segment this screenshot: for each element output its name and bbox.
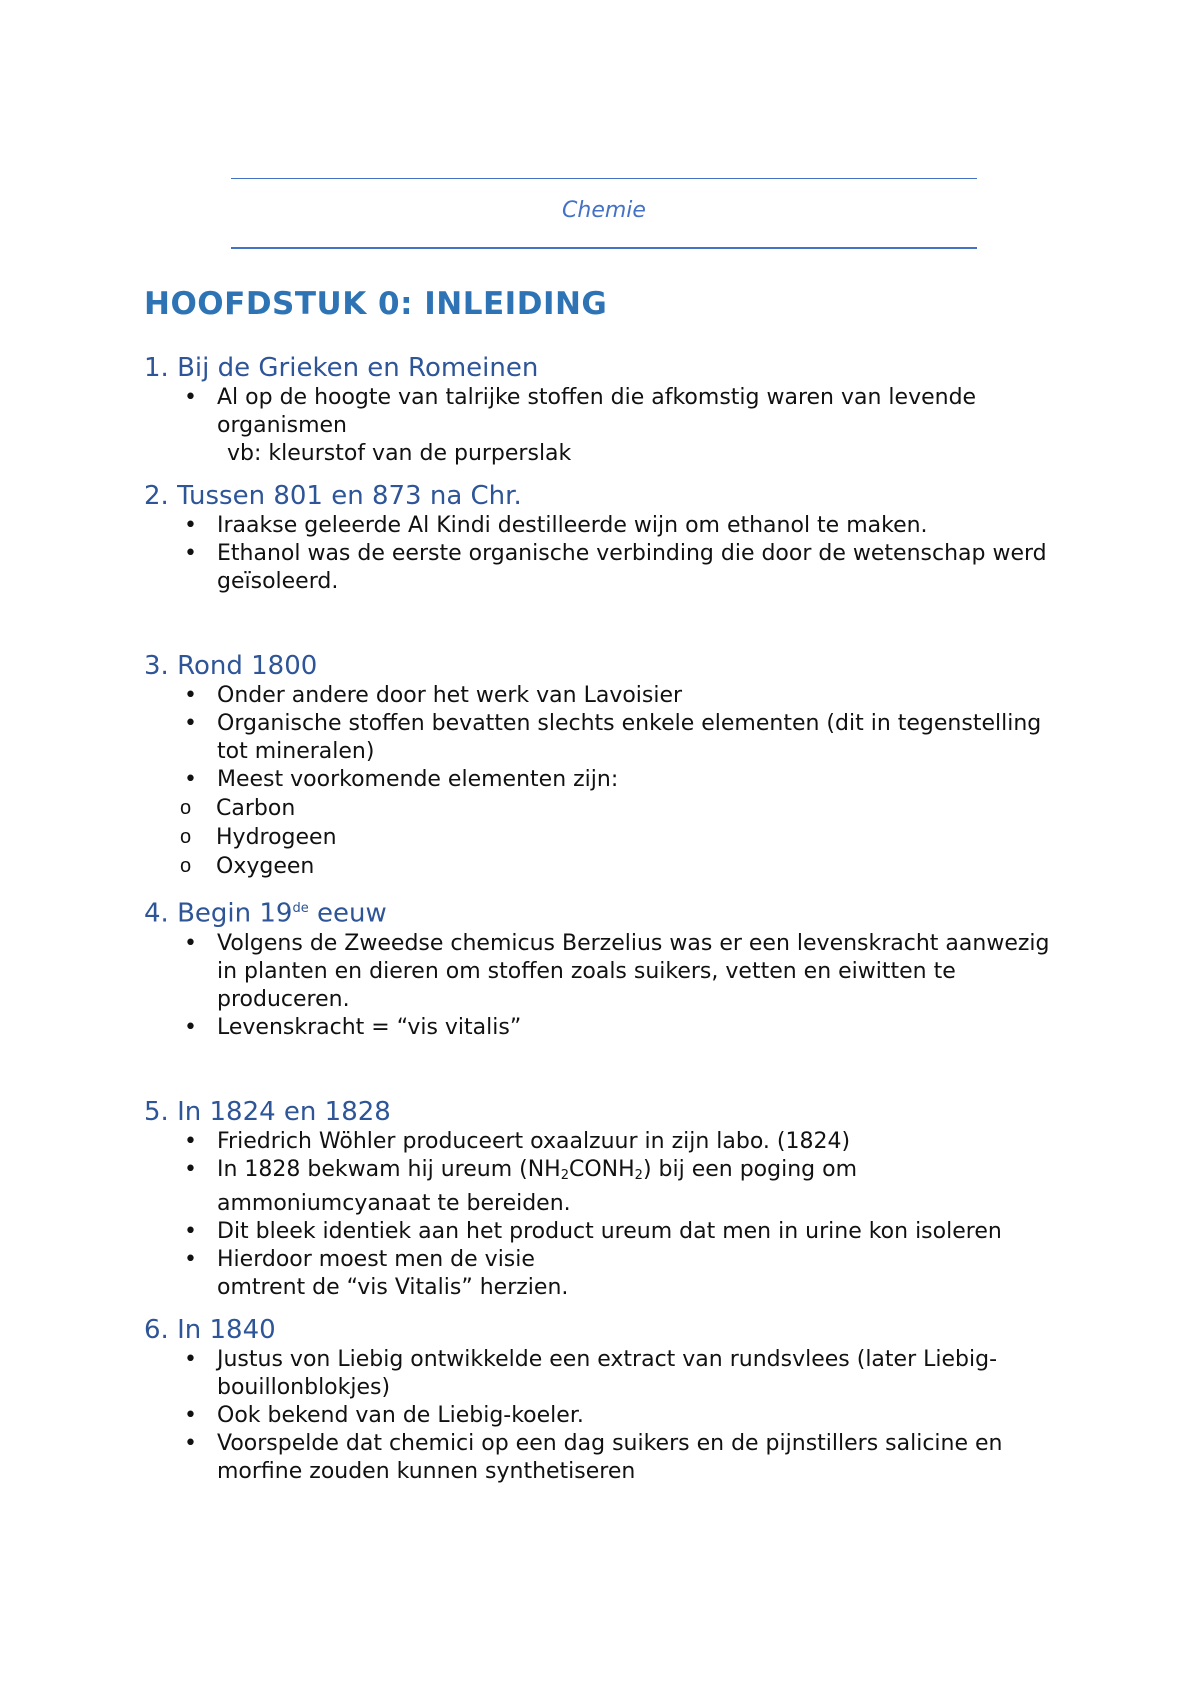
bullet-list bbox=[144, 512, 1074, 596]
bullet-item: • Organische stoffen bevatten slechts enkele elementen (dit in tegenstelling tot mineralen) bbox=[144, 710, 1074, 766]
bullet-item: • Iraakse geleerde Al Kindi destilleerde wijn om ethanol te maken. bbox=[144, 512, 1074, 540]
section-6 bbox=[144, 1314, 1074, 1486]
urea-text-pre: In 1828 bekwam hij ureum (NH bbox=[217, 1156, 561, 1182]
chapter-title: HOOFDSTUK 0: INLEIDING bbox=[144, 286, 608, 322]
bullet-list bbox=[144, 930, 1074, 1042]
section-heading bbox=[144, 893, 1074, 930]
sub-item-carbon: o Carbon bbox=[144, 794, 1074, 823]
urea-text-mid: CONH bbox=[568, 1156, 635, 1182]
header-top-rule bbox=[231, 178, 977, 179]
bullet-item-urea bbox=[144, 1156, 1074, 1218]
bullet-item: • Friedrich Wöhler produceert oxaalzuur in zijn labo. (1824) bbox=[144, 1128, 1074, 1156]
bullet-item: • Justus von Liebig ontwikkelde een extract van rundsvlees (later Liebig-bouillonblokjes) bbox=[144, 1346, 1074, 1402]
heading-text: 4. Begin 19 bbox=[144, 898, 293, 929]
section-3 bbox=[144, 650, 1074, 881]
section-5 bbox=[144, 1096, 1074, 1302]
sub-item-hydrogeen: o Hydrogeen bbox=[144, 823, 1074, 852]
bullet-item: • Onder andere door het werk van Lavoisier bbox=[144, 682, 1074, 710]
document-body bbox=[144, 282, 1074, 1486]
section-heading: 6. In 1840 bbox=[144, 1314, 276, 1345]
bullet-item: • Voorspelde dat chemici op een dag suikers en de pijnstillers salicine en morfine zouden kunnen synthetiseren bbox=[144, 1430, 1074, 1486]
section-heading: 2. Tussen 801 en 873 na Chr. bbox=[144, 481, 522, 511]
section-heading: 5. In 1824 en 1828 bbox=[144, 1096, 391, 1127]
header-title: Chemie bbox=[562, 198, 646, 223]
example-note: vb: kleurstof van de purperslak bbox=[227, 441, 572, 466]
bullet-item: • Hierdoor moest men de visie bbox=[144, 1246, 1074, 1274]
section-1 bbox=[144, 352, 1074, 468]
subscript: 2 bbox=[560, 1167, 569, 1183]
bullet-list bbox=[144, 1128, 1074, 1274]
bullet-list bbox=[144, 682, 1074, 794]
heading-superscript: de bbox=[292, 901, 309, 916]
section-heading: 1. Bij de Grieken en Romeinen bbox=[144, 353, 539, 383]
continuation-line: omtrent de “vis Vitalis” herzien. bbox=[217, 1274, 569, 1300]
bullet-item: • Ethanol was de eerste organische verbinding die door de wetenschap werd geïsoleerd. bbox=[144, 540, 1074, 596]
bullet-list bbox=[144, 384, 1074, 440]
bullet-list bbox=[144, 1346, 1074, 1486]
sub-item-oxygeen: o Oxygeen bbox=[144, 852, 1074, 881]
urea-text-post: ) bij een poging om ammoniumcyanaat te bereiden. bbox=[217, 1156, 858, 1216]
bullet-item: • Meest voorkomende elementen zijn: bbox=[144, 766, 1074, 794]
section-heading: 3. Rond 1800 bbox=[144, 651, 318, 681]
bullet-item: • Levenskracht = “vis vitalis” bbox=[144, 1014, 1074, 1042]
bullet-item: • Volgens de Zweedse chemicus Berzelius was er een levenskracht aanwezig in planten en dieren om stoffen zoals suikers, vetten en eiwitten te produceren. bbox=[144, 930, 1074, 1014]
heading-text-end: eeuw bbox=[308, 898, 387, 929]
element-sublist bbox=[144, 794, 1074, 881]
section-2 bbox=[144, 480, 1074, 596]
subscript: 2 bbox=[634, 1167, 643, 1183]
bullet-item: • Al op de hoogte van talrijke stoffen die afkomstig waren van levende organismen bbox=[144, 384, 1074, 440]
section-4 bbox=[144, 893, 1074, 1042]
bullet-item: • Dit bleek identiek aan het product ureum dat men in urine kon isoleren bbox=[144, 1218, 1074, 1246]
header-bottom-rule bbox=[231, 247, 977, 249]
bullet-item: • Ook bekend van de Liebig-koeler. bbox=[144, 1402, 1074, 1430]
